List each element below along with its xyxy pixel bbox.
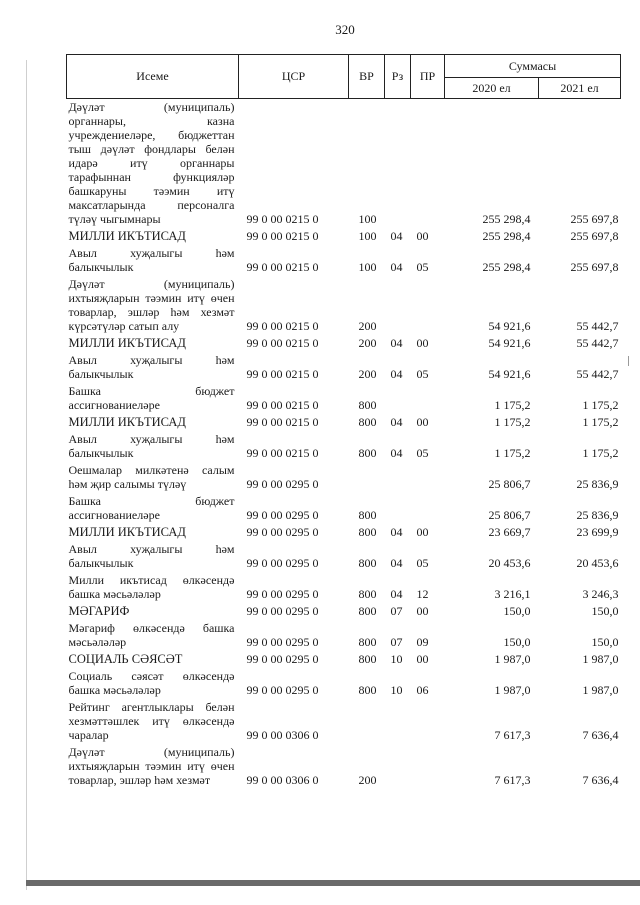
row-vr: 800 <box>358 635 377 649</box>
row-name: Рейтинг агентлыклары белән хезмәттәшлек итү өлкәсендә чаралар <box>68 700 235 742</box>
row-name: Мәгариф өлкәсендә башка мәсьәләләр <box>68 621 235 649</box>
row-rz: 10 <box>390 652 403 666</box>
row-sum-2021: 7 636,4 <box>582 773 619 787</box>
row-pr <box>411 493 445 524</box>
row-name: МИЛЛИ ИКЪТИСАД <box>68 336 186 350</box>
row-csr: 99 0 00 0295 0 <box>246 508 319 522</box>
row-rz <box>385 383 411 414</box>
table-row <box>67 352 621 383</box>
row-sum-2021: 1 175,2 <box>582 398 619 412</box>
row-vr <box>349 462 385 493</box>
row-csr: 99 0 00 0295 0 <box>246 556 319 570</box>
row-sum-2021: 25 836,9 <box>576 477 619 491</box>
table-row <box>67 620 621 651</box>
row-vr: 800 <box>358 446 377 460</box>
row-vr: 100 <box>358 212 377 226</box>
row-sum-2020: 255 298,4 <box>482 212 531 226</box>
row-sum-2021: 255 697,8 <box>570 229 619 243</box>
row-csr: 99 0 00 0295 0 <box>246 652 319 666</box>
table-row <box>67 462 621 493</box>
row-pr <box>411 462 445 493</box>
row-sum-2021: 1 987,0 <box>582 683 619 697</box>
column-header-name: Исеме <box>67 55 239 99</box>
row-sum-2020: 7 617,3 <box>494 773 531 787</box>
table-row <box>67 603 621 620</box>
row-sum-2021: 55 442,7 <box>576 319 619 333</box>
row-pr <box>411 699 445 744</box>
row-csr: 99 0 00 0295 0 <box>246 635 319 649</box>
row-sum-2020: 1 987,0 <box>494 652 531 666</box>
row-sum-2020: 23 669,7 <box>488 525 531 539</box>
table-row <box>67 572 621 603</box>
row-vr: 200 <box>358 367 377 381</box>
row-rz: 04 <box>390 525 403 539</box>
row-sum-2021: 150,0 <box>591 604 619 618</box>
row-vr: 100 <box>358 229 377 243</box>
table-row <box>67 744 621 789</box>
row-sum-2020: 54 921,6 <box>488 367 531 381</box>
row-pr: 09 <box>416 635 429 649</box>
row-sum-2021: 1 175,2 <box>582 446 619 460</box>
column-header-vr: ВР <box>349 55 385 99</box>
row-name: Авыл хуҗалыгы һәм балыкчылык <box>68 353 235 381</box>
page-number: 320 <box>335 22 355 37</box>
row-sum-2021: 55 442,7 <box>576 367 619 381</box>
row-sum-2021: 25 836,9 <box>576 508 619 522</box>
row-rz <box>385 493 411 524</box>
row-csr: 99 0 00 0215 0 <box>246 446 319 460</box>
row-name: Авыл хуҗалыгы һәм балыкчылык <box>68 246 235 274</box>
table-row <box>67 668 621 699</box>
row-csr: 99 0 00 0215 0 <box>246 229 319 243</box>
row-name: МӘГАРИФ <box>68 604 130 618</box>
row-name: МИЛЛИ ИКЪТИСАД <box>68 415 186 429</box>
table-row <box>67 493 621 524</box>
row-sum-2020: 54 921,6 <box>488 319 531 333</box>
row-rz: 04 <box>390 260 403 274</box>
row-sum-2020: 150,0 <box>503 604 531 618</box>
table-row <box>67 651 621 668</box>
row-csr: 99 0 00 0306 0 <box>246 773 319 787</box>
row-vr: 800 <box>358 683 377 697</box>
table-row <box>67 414 621 431</box>
row-sum-2021: 7 636,4 <box>582 728 619 742</box>
row-csr: 99 0 00 0306 0 <box>246 728 319 742</box>
row-vr <box>349 699 385 744</box>
row-vr: 800 <box>358 556 377 570</box>
row-sum-2021: 150,0 <box>591 635 619 649</box>
row-csr: 99 0 00 0215 0 <box>246 260 319 274</box>
row-rz: 04 <box>390 336 403 350</box>
row-pr <box>411 383 445 414</box>
row-vr: 100 <box>358 260 377 274</box>
row-sum-2021: 255 697,8 <box>570 260 619 274</box>
row-pr: 00 <box>416 229 429 243</box>
row-vr: 800 <box>358 652 377 666</box>
row-rz: 04 <box>390 415 403 429</box>
row-pr: 05 <box>416 260 429 274</box>
row-pr: 00 <box>416 415 429 429</box>
table-row <box>67 524 621 541</box>
column-header-sum: Суммасы <box>445 55 621 78</box>
row-sum-2020: 1 175,2 <box>494 415 531 429</box>
row-sum-2020: 255 298,4 <box>482 229 531 243</box>
row-csr: 99 0 00 0295 0 <box>246 604 319 618</box>
row-rz: 04 <box>390 367 403 381</box>
row-sum-2020: 20 453,6 <box>488 556 531 570</box>
row-name: Социаль сәясәт өлкәсендә башка мәсьәләләр <box>68 669 235 697</box>
row-pr <box>411 276 445 335</box>
row-sum-2021: 1 987,0 <box>582 652 619 666</box>
row-name: Башка бюджет ассигнованиеләре <box>68 494 235 522</box>
row-csr: 99 0 00 0295 0 <box>246 683 319 697</box>
row-vr: 200 <box>358 336 377 350</box>
row-rz: 04 <box>390 587 403 601</box>
row-name: Оешмалар милкәтенә салым һәм җир салымы түләү <box>68 463 235 491</box>
row-rz <box>385 276 411 335</box>
row-csr: 99 0 00 0295 0 <box>246 587 319 601</box>
row-vr: 800 <box>358 604 377 618</box>
row-sum-2020: 1 175,2 <box>494 398 531 412</box>
column-header-pr: ПР <box>411 55 445 99</box>
row-name: Дәүләт (муниципаль) органнары, казна учреждениеләре, бюджеттан тыш дәүләт фондлары белән идарә итү органнары тарафыннан функцияләр башкаруны тәэмин итү максатларында персоналга түләү чыгымнары <box>68 100 235 226</box>
row-rz: 04 <box>390 229 403 243</box>
row-name: Авыл хуҗалыгы һәм балыкчылык <box>68 542 235 570</box>
row-vr: 800 <box>358 525 377 539</box>
row-rz: 07 <box>390 635 403 649</box>
row-name: СОЦИАЛЬ СӘЯСӘТ <box>68 652 183 666</box>
table-row <box>67 699 621 744</box>
table-row <box>67 245 621 276</box>
table-row <box>67 99 621 229</box>
table-row <box>67 228 621 245</box>
row-csr: 99 0 00 0215 0 <box>246 212 319 226</box>
row-name: Милли икътисад өлкәсендә башка мәсьәләләр <box>68 573 235 601</box>
row-sum-2021: 55 442,7 <box>576 336 619 350</box>
row-rz: 04 <box>390 446 403 460</box>
table-row <box>67 276 621 335</box>
row-name: Башка бюджет ассигнованиеләре <box>68 384 235 412</box>
column-header-2021: 2021 ел <box>539 78 621 99</box>
row-name: Авыл хуҗалыгы һәм балыкчылык <box>68 432 235 460</box>
table-row <box>67 335 621 352</box>
row-rz <box>385 744 411 789</box>
column-header-2020: 2020 ел <box>445 78 539 99</box>
row-csr: 99 0 00 0215 0 <box>246 367 319 381</box>
table-row <box>67 383 621 414</box>
row-sum-2020: 7 617,3 <box>494 728 531 742</box>
row-name: МИЛЛИ ИКЪТИСАД <box>68 525 186 539</box>
row-pr: 00 <box>416 604 429 618</box>
row-sum-2020: 1 175,2 <box>494 446 531 460</box>
row-pr <box>411 744 445 789</box>
row-rz: 07 <box>390 604 403 618</box>
row-pr: 00 <box>416 525 429 539</box>
row-sum-2021: 1 175,2 <box>582 415 619 429</box>
row-sum-2020: 25 806,7 <box>488 508 531 522</box>
row-pr: 05 <box>416 367 429 381</box>
row-csr: 99 0 00 0295 0 <box>246 477 319 491</box>
row-pr: 00 <box>416 652 429 666</box>
row-csr: 99 0 00 0295 0 <box>246 525 319 539</box>
row-name: Дәүләт (муниципаль) ихтыяҗларын тәэмин итү өчен товарлар, эшләр һәм хезмәт күрсәтүләр сатып алу <box>68 277 235 333</box>
row-sum-2020: 150,0 <box>503 635 531 649</box>
row-sum-2020: 255 298,4 <box>482 260 531 274</box>
row-sum-2021: 255 697,8 <box>570 212 619 226</box>
row-sum-2021: 23 699,9 <box>576 525 619 539</box>
row-rz <box>385 99 411 229</box>
row-pr: 12 <box>416 587 429 601</box>
row-sum-2021: 3 246,3 <box>582 587 619 601</box>
row-rz <box>385 699 411 744</box>
bottom-scan-border <box>26 880 640 886</box>
row-csr: 99 0 00 0215 0 <box>246 336 319 350</box>
left-margin-rule <box>26 60 27 890</box>
row-sum-2020: 3 216,1 <box>494 587 531 601</box>
row-sum-2020: 1 987,0 <box>494 683 531 697</box>
row-csr: 99 0 00 0215 0 <box>246 319 319 333</box>
row-sum-2021: 20 453,6 <box>576 556 619 570</box>
row-pr: 06 <box>416 683 429 697</box>
budget-table <box>66 54 621 789</box>
row-pr: 05 <box>416 446 429 460</box>
row-vr: 800 <box>358 508 377 522</box>
row-rz <box>385 462 411 493</box>
table-row <box>67 541 621 572</box>
row-vr: 800 <box>358 415 377 429</box>
row-csr: 99 0 00 0215 0 <box>246 415 319 429</box>
row-csr: 99 0 00 0215 0 <box>246 398 319 412</box>
row-sum-2020: 54 921,6 <box>488 336 531 350</box>
column-header-rz: Рз <box>385 55 411 99</box>
row-pr: 00 <box>416 336 429 350</box>
table-row <box>67 431 621 462</box>
row-vr: 200 <box>358 319 377 333</box>
scan-mark <box>628 356 629 366</box>
table-body <box>67 99 621 790</box>
row-sum-2020: 25 806,7 <box>488 477 531 491</box>
row-rz: 04 <box>390 556 403 570</box>
row-pr <box>411 99 445 229</box>
row-vr: 800 <box>358 398 377 412</box>
row-name: Дәүләт (муниципаль) ихтыяҗларын тәэмин итү өчен товарлар, эшләр һәм хезмәт <box>68 745 235 787</box>
row-vr: 800 <box>358 587 377 601</box>
row-pr: 05 <box>416 556 429 570</box>
row-name: МИЛЛИ ИКЪТИСАД <box>68 229 186 243</box>
column-header-csr: ЦСР <box>239 55 349 99</box>
row-vr: 200 <box>358 773 377 787</box>
row-rz: 10 <box>390 683 403 697</box>
